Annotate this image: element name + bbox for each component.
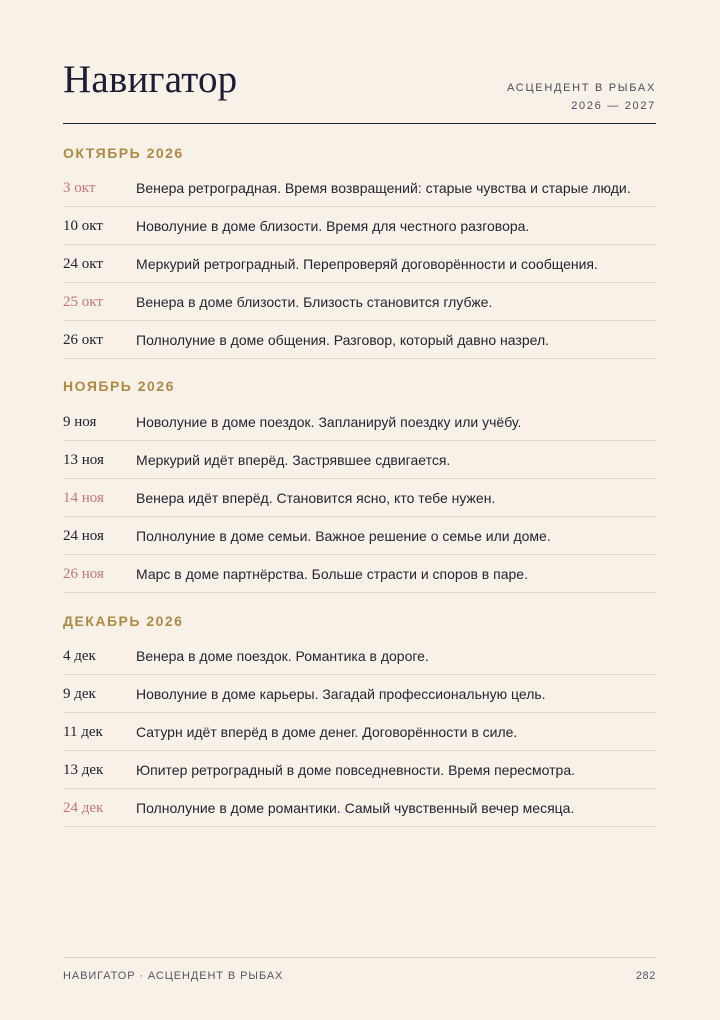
table-row <box>63 517 656 555</box>
page <box>63 0 656 1020</box>
event-date: 3 окт <box>63 180 96 196</box>
footer-title: НАВИГАТОР · АСЦЕНДЕНТ В РЫБАХ <box>63 970 284 982</box>
table-row <box>63 207 656 245</box>
event-date: 26 ноя <box>63 566 104 582</box>
event-text: Венера в доме близости. Близость становится глубже. <box>136 294 493 310</box>
month-heading-november: НОЯБРЬ 2026 <box>63 378 175 394</box>
event-date: 24 дек <box>63 800 104 816</box>
table-row <box>63 321 656 359</box>
event-date: 26 окт <box>63 332 103 348</box>
table-row <box>63 713 656 751</box>
event-date: 11 дек <box>63 724 103 740</box>
page-footer <box>63 957 656 990</box>
table-row <box>63 479 656 517</box>
table-row <box>63 169 656 207</box>
event-date: 24 окт <box>63 256 103 272</box>
event-date: 25 окт <box>63 294 103 310</box>
table-row <box>63 637 656 675</box>
page-header <box>63 57 656 124</box>
table-row <box>63 245 656 283</box>
event-text: Марс в доме партнёрства. Больше страсти и споров в паре. <box>136 566 528 582</box>
page-title: Навигатор <box>63 58 238 101</box>
month-heading-december: ДЕКАБРЬ 2026 <box>63 613 184 629</box>
table-row <box>63 751 656 789</box>
event-date: 4 дек <box>63 648 96 664</box>
event-text: Юпитер ретроградный в доме повседневности. Время пересмотра. <box>136 762 575 778</box>
event-date: 14 ноя <box>63 490 104 506</box>
event-text: Венера ретроградная. Время возвращений: старые чувства и старые люди. <box>136 180 631 196</box>
page-subtitle <box>507 79 656 115</box>
event-text: Новолуние в доме поездок. Запланируй поездку или учёбу. <box>136 414 522 430</box>
event-date: 9 дек <box>63 686 96 702</box>
month-heading-october: ОКТЯБРЬ 2026 <box>63 145 184 161</box>
table-row <box>63 441 656 479</box>
event-date: 13 дек <box>63 762 104 778</box>
event-text: Новолуние в доме карьеры. Загадай профессиональную цель. <box>136 686 546 702</box>
event-text: Полнолуние в доме семьи. Важное решение о семье или доме. <box>136 528 551 544</box>
event-text: Полнолуние в доме общения. Разговор, который давно назрел. <box>136 332 550 348</box>
event-text: Меркурий идёт вперёд. Застрявшее сдвигается. <box>136 452 451 468</box>
event-text: Меркурий ретроградный. Перепроверяй договорённости и сообщения. <box>136 256 598 272</box>
event-text: Венера идёт вперёд. Становится ясно, кто тебе нужен. <box>136 490 496 506</box>
event-date: 9 ноя <box>63 414 97 430</box>
subtitle-line-2: 2026 — 2027 <box>571 100 656 112</box>
event-text: Полнолуние в доме романтики. Самый чувственный вечер месяца. <box>136 800 575 816</box>
subtitle-line-1: АСЦЕНДЕНТ В РЫБАХ <box>507 82 656 94</box>
event-date: 13 ноя <box>63 452 104 468</box>
event-text: Сатурн идёт вперёд в доме денег. Договорённости в силе. <box>136 724 518 740</box>
table-row <box>63 283 656 321</box>
event-text: Новолуние в доме близости. Время для честного разговора. <box>136 218 530 234</box>
page-number: 282 <box>635 970 656 982</box>
event-date: 10 окт <box>63 218 103 234</box>
table-row <box>63 675 656 713</box>
event-date: 24 ноя <box>63 528 104 544</box>
table-row <box>63 555 656 593</box>
event-text: Венера в доме поездок. Романтика в дороге. <box>136 648 429 664</box>
table-row <box>63 403 656 441</box>
table-row <box>63 789 656 827</box>
